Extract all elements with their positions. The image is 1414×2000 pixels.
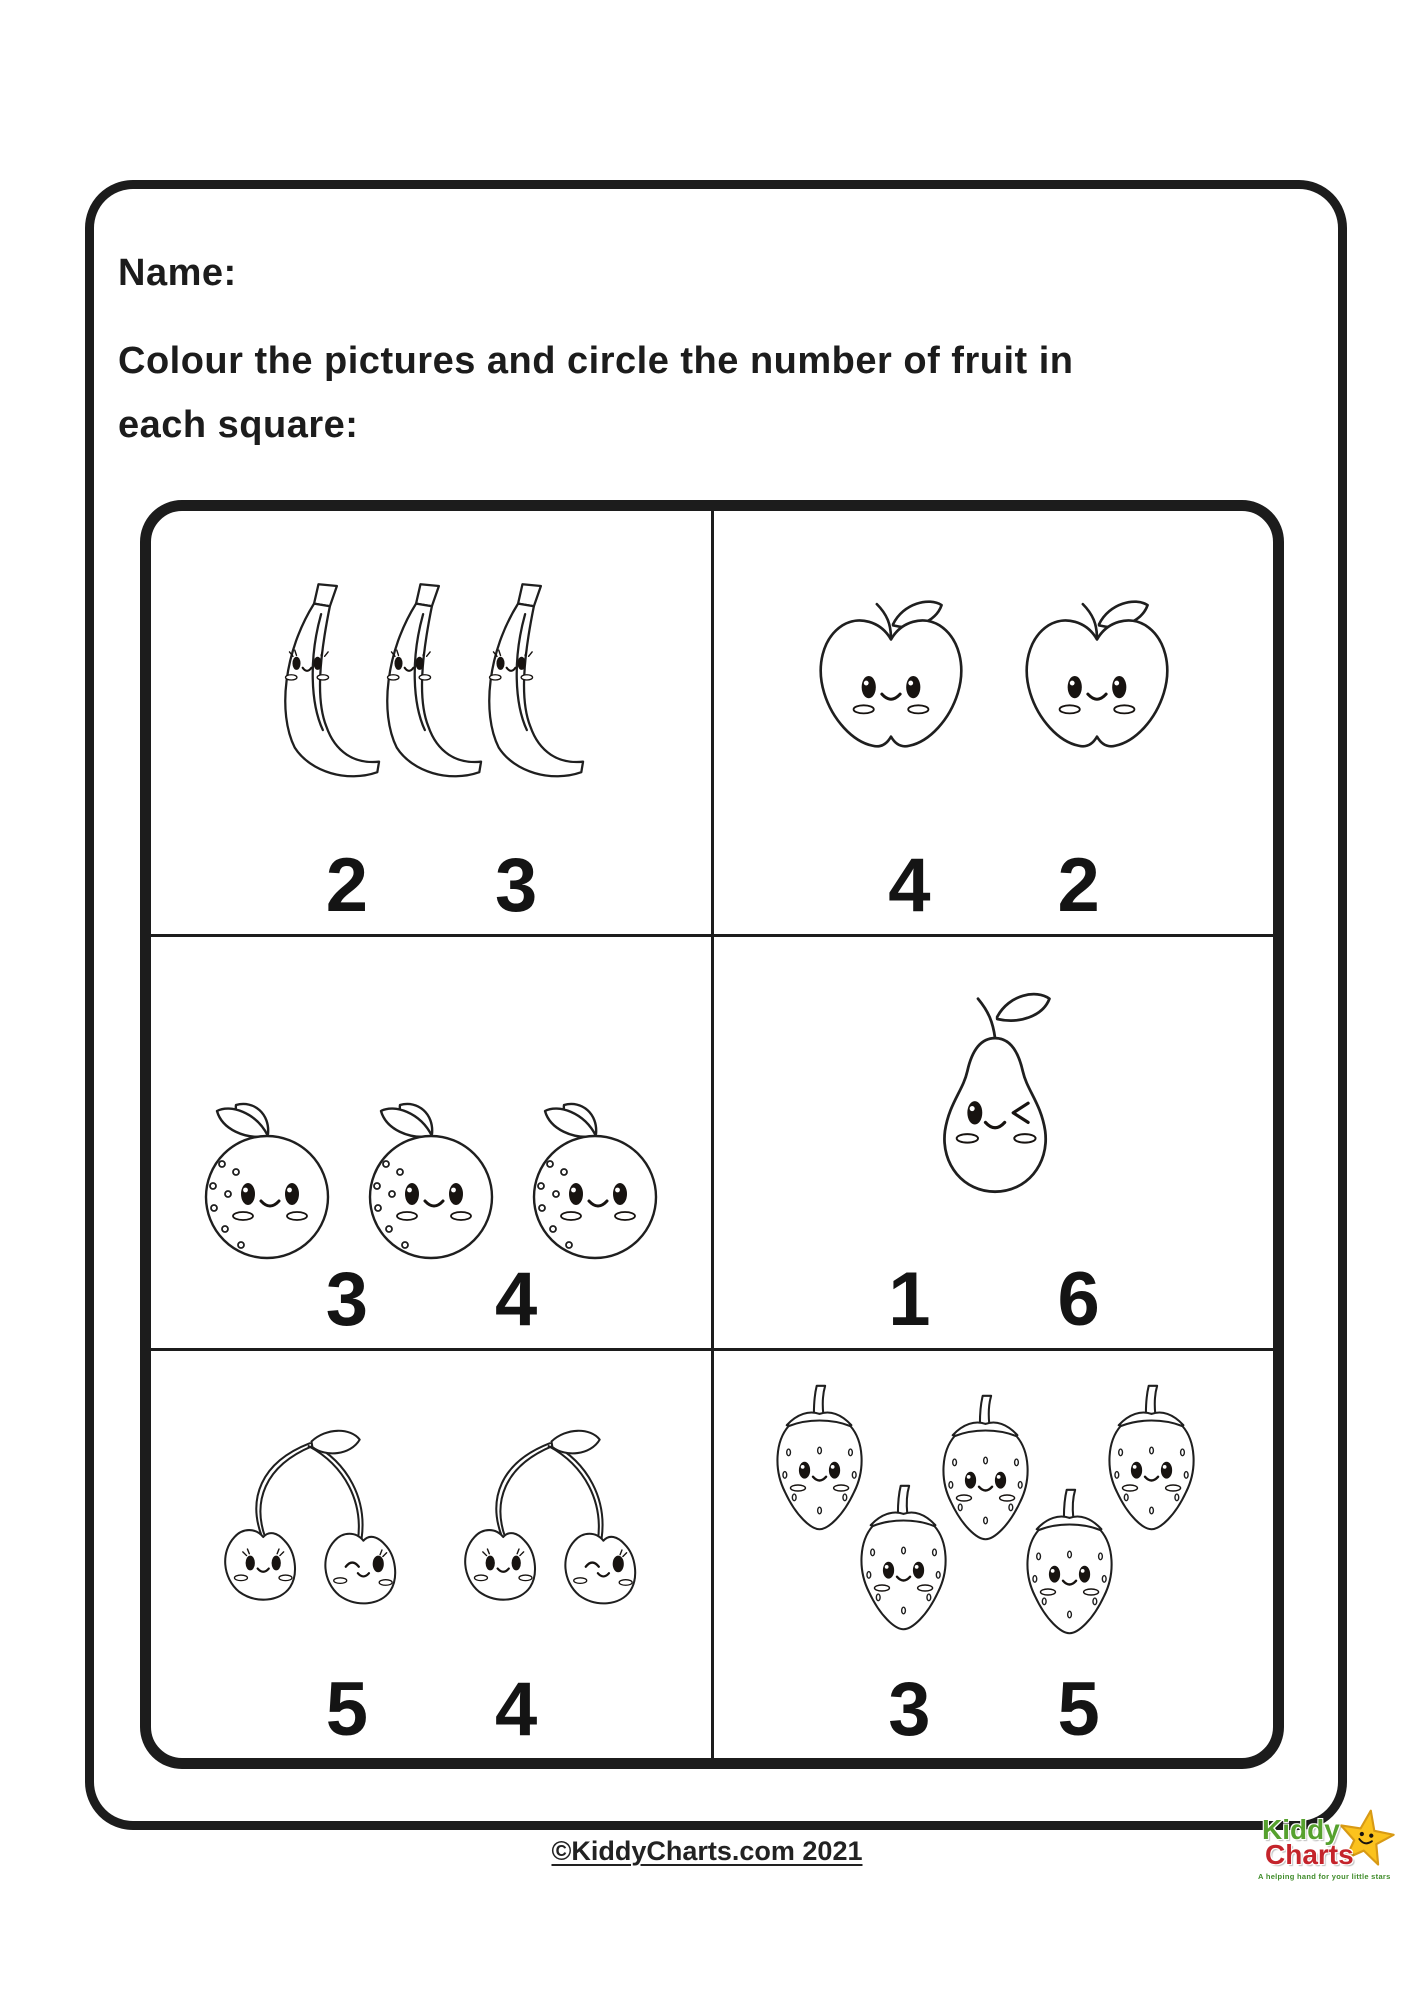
fruit-cell-bananas xyxy=(151,511,711,937)
answer-options xyxy=(888,1667,1099,1752)
answer-options xyxy=(325,1667,537,1752)
number-option[interactable]: 2 xyxy=(325,843,367,928)
bananas-illustration[interactable] xyxy=(151,511,711,848)
fruit-cell-cherries xyxy=(151,1351,711,1758)
number-option[interactable]: 3 xyxy=(495,843,537,928)
oranges-illustration[interactable] xyxy=(151,937,711,1262)
footer-credit: ©KiddyCharts.com 2021 xyxy=(551,1836,863,1866)
instructions-line-1: Colour the pictures and circle the number of fruit in xyxy=(118,340,1074,382)
pear-illustration[interactable] xyxy=(714,937,1273,1262)
answer-options xyxy=(888,843,1099,928)
strawberries-illustration[interactable] xyxy=(714,1351,1273,1672)
answer-options xyxy=(325,843,537,928)
number-option[interactable]: 5 xyxy=(325,1667,367,1752)
apple-icon[interactable] xyxy=(1016,594,1178,766)
strawberry-icon[interactable] xyxy=(1014,1487,1126,1637)
orange-icon[interactable] xyxy=(192,1102,342,1262)
logo-word-kiddy: Kiddy xyxy=(1262,1814,1340,1845)
banana-icon[interactable] xyxy=(467,579,599,781)
name-label: Name: xyxy=(118,252,237,294)
orange-icon[interactable] xyxy=(356,1102,506,1262)
fruit-cell-oranges xyxy=(151,937,711,1351)
cherries-illustration[interactable] xyxy=(151,1351,711,1672)
number-option[interactable]: 4 xyxy=(495,1667,537,1752)
number-option[interactable]: 6 xyxy=(1057,1257,1099,1342)
worksheet-grid xyxy=(140,500,1284,1769)
kiddycharts-logo xyxy=(1256,1814,1406,1888)
number-option[interactable]: 3 xyxy=(888,1667,930,1752)
cherries-icon[interactable] xyxy=(202,1407,420,1616)
number-option[interactable]: 4 xyxy=(888,843,930,928)
fruit-cell-pear xyxy=(711,937,1273,1351)
logo-word-charts: Charts xyxy=(1265,1839,1354,1870)
answer-options xyxy=(888,1257,1099,1342)
apple-icon[interactable] xyxy=(810,594,972,766)
logo-tagline: A helping hand for your little stars xyxy=(1258,1872,1391,1881)
number-option[interactable]: 4 xyxy=(495,1257,537,1342)
apples-illustration[interactable] xyxy=(714,511,1273,848)
orange-icon[interactable] xyxy=(520,1102,670,1262)
strawberry-icon[interactable] xyxy=(848,1483,960,1633)
fruit-cell-apples xyxy=(711,511,1273,937)
number-option[interactable]: 3 xyxy=(325,1257,367,1342)
number-option[interactable]: 5 xyxy=(1057,1667,1099,1752)
instructions-line-2: each square: xyxy=(118,403,359,446)
answer-options xyxy=(325,1257,537,1342)
number-option[interactable]: 1 xyxy=(888,1257,930,1342)
cherries-icon[interactable] xyxy=(442,1407,660,1616)
fruit-cell-strawberries xyxy=(711,1351,1273,1758)
instructions xyxy=(118,330,1073,458)
pear-icon[interactable] xyxy=(914,987,1074,1213)
number-option[interactable]: 2 xyxy=(1057,843,1099,928)
